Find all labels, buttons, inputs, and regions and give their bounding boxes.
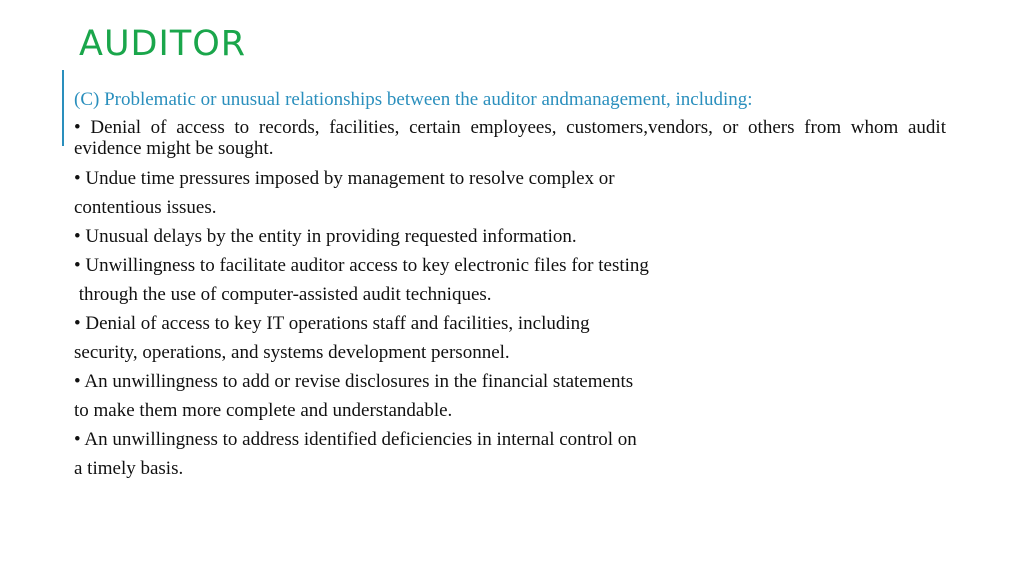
- slide-title: AUDITOR: [79, 24, 247, 64]
- bullet-line: • Denial of access to key IT operations staff and facilities, including: [74, 313, 590, 334]
- bullet-line: • An unwillingness to address identified deficiencies in internal control on: [74, 429, 637, 450]
- bullet-continuation: a timely basis.: [74, 458, 184, 479]
- intro-heading: (C) Problematic or unusual relationships between the auditor andmanagement, including:: [74, 89, 753, 110]
- bullet-continuation: contentious issues.: [74, 197, 217, 218]
- bullet-continuation: to make them more complete and understandable.: [74, 400, 453, 421]
- bullet-continuation: through the use of computer-assisted audit techniques.: [74, 284, 492, 305]
- bullet-line: • Undue time pressures imposed by management to resolve complex or: [74, 168, 615, 189]
- bullet-line: • Unusual delays by the entity in providing requested information.: [74, 226, 577, 247]
- bullet-line: • Unwillingness to facilitate auditor access to key electronic files for testing: [74, 255, 649, 276]
- accent-bar: [62, 70, 64, 146]
- slide-content: [74, 88, 951, 486]
- bullet-line: • Denial of access to records, facilities, certain employees, customers,vendors, or others from whom audit evidence might be sought.: [74, 117, 951, 159]
- bullet-line: • An unwillingness to add or revise disclosures in the financial statements: [74, 371, 634, 392]
- bullet-continuation: security, operations, and systems development personnel.: [74, 342, 510, 363]
